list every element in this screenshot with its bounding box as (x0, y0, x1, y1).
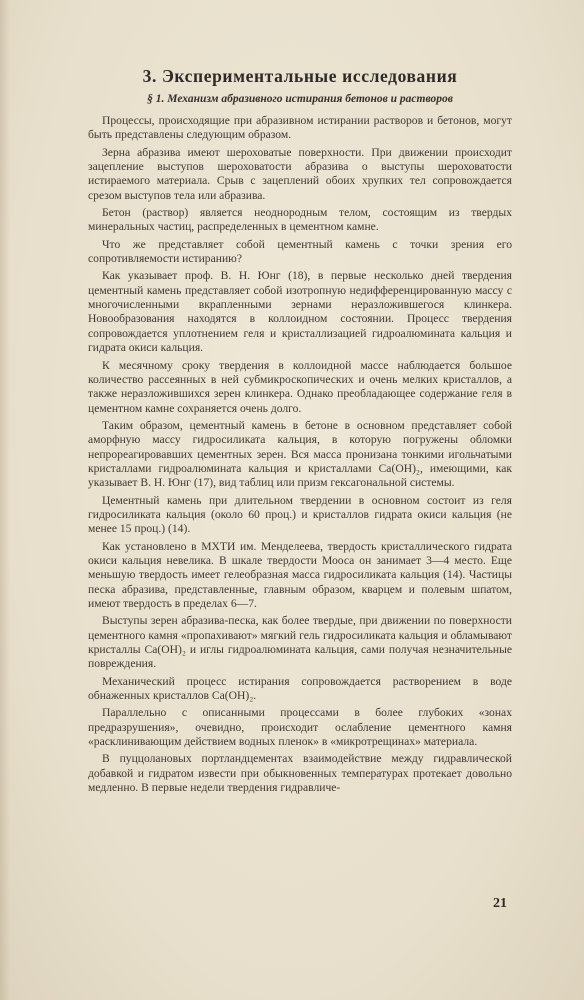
paragraph: Как указывает проф. В. Н. Юнг (18), в первые несколько дней твердения цементный камень представляет собой изотропную недифференцированную массу с многочисленными вкрапленными зернами неразложившегося клинкера. Новообразования находятся в коллоидном состоянии. Процесс твердения сопровождается уплотнением геля и кристаллизацией гидроалюмината кальция и гидрата окиси кальция. (88, 269, 512, 355)
paragraph: Цементный камень при длительном твердении в основном состоит из геля гидросиликата кальция (около 60 проц.) и кристаллов гидрата окиси кальция (не менее 15 проц.) (14). (88, 493, 512, 536)
paragraph: Процессы, происходящие при абразивном истирании растворов и бетонов, могут быть представлены следующим образом. (88, 114, 512, 142)
page-content (88, 66, 512, 798)
paragraph: Что же представляет собой цементный камень с точки зрения его сопротивляемости истиранию? (88, 237, 512, 266)
paragraph: Параллельно с описанными процессами в более глубоких «зонах предразрушения», очевидно, происходит ослабление цементного камня «расклинивающим действием водных пленок» в «микротрещинах» материала. (88, 706, 512, 749)
chapter-title: 3. Экспериментальные исследования (142, 66, 458, 86)
paragraph: К месячному сроку твердения в коллоидной массе наблюдается большое количество рассеянных в ней субмикроскопических и очень мелких кристаллов, а также неразложившихся зерен клинкера. Однако преобладающее содержание геля в цементном камне сохраняется очень долго. (88, 358, 512, 415)
paragraph: Выступы зерен абразива-песка, как более твердые, при движении по поверхности цементного камня «пропахивают» мягкий гель гидросиликата кальция и обламывают кристаллы Ca(OH)₂ и иглы гидроалюмината кальция, сами получая незначительные повреждения. (88, 614, 512, 671)
paragraph: Бетон (раствор) является неоднородным телом, состоящим из твердых минеральных частиц, распределенных в цементном камне. (88, 206, 512, 234)
paragraph: Механический процесс истирания сопровождается растворением в воде обнаженных кристаллов Ca(OH)₂. (88, 674, 512, 703)
page-fold-shadow (0, 0, 10, 1000)
paragraph: В пуццолановых портландцементах взаимодействие между гидравлической добавкой и гидратом извести при обыкновенных температурах протекает довольно медленно. В первые недели твердения гидравличе- (88, 752, 512, 795)
page-number: 21 (493, 896, 507, 911)
paragraph: Как установлено в МХТИ им. Менделеева, твердость кристаллического гидрата окиси кальция невелика. В шкале твердости Мооса он занимает 3—4 место. Еще меньшую твердость имеет гелеобразная масса гидросиликата кальция (14). Частицы песка абразива, представленные, главным образом, кварцем и полевым шпатом, имеют твердость в пределах 6—7. (88, 539, 512, 610)
section-title: § 1. Механизм абразивного истирания бетонов и растворов (147, 93, 453, 105)
paragraph: Таким образом, цементный камень в бетоне в основном представляет собой аморфную массу гидросиликата кальция, в которую погружены обломки непрореагировавших цементных зерен. Вся масса пронизана тонкими игольчатыми кристаллами гидроалюмината кальция и кристаллами Ca(OH)₂, имеющими, как указывает В. Н. Юнг (17), вид таблиц или призм гексагональной системы. (88, 418, 512, 490)
paragraph: Зерна абразива имеют шероховатые поверхности. При движении происходит зацепление выступов шероховатости абразива о выступы шероховатости истираемого материала. Срыв с зацеплений обоих хрупких тел сопровождается срезом выступов тела или абразива. (88, 145, 512, 202)
